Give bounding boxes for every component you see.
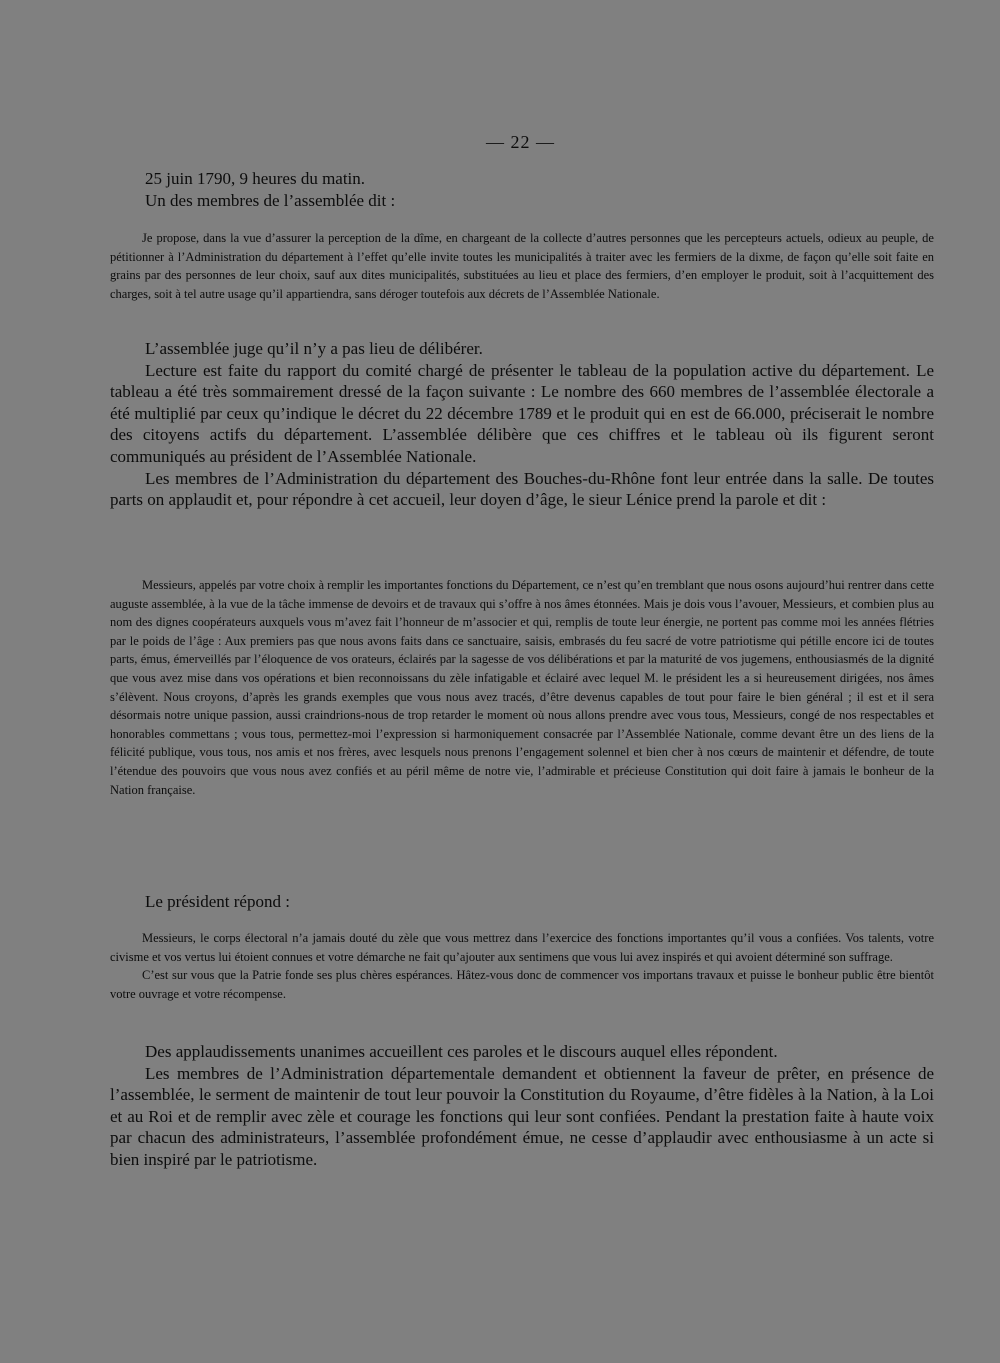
narrative-section (110, 338, 934, 511)
speech-quote (110, 576, 934, 799)
response-intro-block (110, 891, 934, 913)
speaker-intro: Un des membres de l’assemblée dit : (145, 191, 396, 210)
response-quote (110, 929, 934, 1003)
proposal-quote (110, 229, 934, 303)
applause-paragraph: Des applaudissements unanimes accueillent ces paroles et le discours auquel elles répondent. (145, 1042, 778, 1061)
date-line: 25 juin 1790, 9 heures du matin. (145, 169, 366, 188)
speech-text: Messieurs, appelés par votre choix à remplir les importantes fonctions du Département, ce n’est qu’en tremblant que nous osons aujourd’hui rentrer dans cette auguste assemblée, à la vue de la tâche immense de devoirs et de travaux qui s’offre à nos âmes étonnées. Mais je dois vous l’avouer, Messieurs, et combien plus au nom des dignes coopérateurs auxquels vous m’avez fait l’honneur de m’associer et qui, remplis de toute leur énergie, ne portent pas comme moi les années flétries par le poids de l’âge : Aux premiers pas que nous avons faits dans ce sanctuaire, saisis, embrasés du feu sacré de votre patriotisme qui pétille encore ici de toutes parts, émus, émerveillés par l’éloquence de vos orateurs, éclairés par la sagesse de vos délibérations et par la maturité de vos jugemens, enthousiasmés de la dignité que vous avez mise dans vos opérations et bien reconnoissans du zèle infatigable et éclairé avec lequel M. le président les a si heureusement dirigées, nos âmes s’élèvent. Nous croyons, d’après les grands exemples que vous nous avez tracés, d’être devenus capables de tout pour faire le bien général ; il est et il sera désormais notre unique passion, aussi craindrions-nous de trop retarder le moment où nous allons prendre avec vous tous, Messieurs, congé de nos respectables et honorables commettans ; vous tous, permettez-moi l’expression si harmoniquement consacrée par l’Assemblée Nationale, comme devant être un des liens de la félicité publique, vous tous, nos amis et nos frères, avec lesquels nous prenons l’engagement solennel et bien cher à nos cœurs de maintenir et défendre, de toute l’étendue des pouvoirs que vous nous avez confiés et au péril même de notre vie, l’admirable et précieuse Constitution qui doit faire à jamais le bonheur de la Nation française. (110, 578, 934, 797)
page-number: — 22 — (486, 132, 555, 152)
closing-section (110, 1041, 934, 1171)
session-header (110, 168, 934, 212)
response-paragraph-2: C’est sur vous que la Patrie fonde ses plus chères espérances. Hâtez-vous donc de commencer vos importans travaux et puisse le bonheur public être bientôt votre ouvrage et votre récompense. (110, 968, 934, 1001)
response-paragraph-1: Messieurs, le corps électoral n’a jamais douté du zèle que vous mettrez dans l’exercice des fonctions importantes qu’il vous a confiées. Vos talents, votre civisme et vos vertus lui étoient connues et votre démarche ne fait qu’ajouter aux sentimens que vous lui avez inspirés et qui avoient déterminé son suffrage. (110, 931, 934, 964)
response-intro: Le président répond : (145, 892, 290, 911)
oath-paragraph: Les membres de l’Administration départementale demandent et obtiennent la faveur de prêter, en présence de l’assemblée, le serment de maintenir de tout leur pouvoir la Constitution du Royaume, d’être fidèles à la Nation, à la Loi et au Roi et de remplir avec zèle et courage les fonctions qui leur sont confiées. Pendant la prestation faite à haute voix par chacun des administrateurs, l’assemblée profondément émue, ne cesse d’applaudir avec enthousiasme à un acte si bien inspiré par le patriotisme. (110, 1063, 934, 1169)
proposal-text: Je propose, dans la vue d’assurer la perception de la dîme, en chargeant de la collecte d’autres personnes que les percepteurs actuels, odieux au peuple, de pétitionner à l’Administration du département à l’effet qu’elle invite toutes les municipalités à traiter avec les fermiers de la dixme, de façon qu’elle soit faite en grains par des personnes de leur choix, sauf aux dites municipalités, substituées au lieu et place des fermiers, d’en employer le produit, soit à l’acquittement des charges, soit à tel autre usage qu’il appartiendra, sans déroger toutefois aux décrets de l’Assemblée Nationale. (110, 231, 934, 301)
administration-entry-paragraph: Les membres de l’Administration du département des Bouches-du-Rhône font leur entrée dans la salle. De toutes parts on applaudit et, pour répondre à cet accueil, leur doyen d’âge, le sieur Lénice prend la parole et dit : (110, 468, 934, 510)
deliberation-paragraph: L’assemblée juge qu’il n’y a pas lieu de délibérer. (145, 339, 483, 358)
population-report-paragraph: Lecture est faite du rapport du comité chargé de présenter le tableau de la population active du département. Le tableau a été très sommairement dressé de la façon suivante : Le nombre des 660 membres de l’assemblée électorale a été multiplié par ceux qu’indique le décret du 22 décembre 1789 et le produit qui en est de 66.000, préciserait le nombre des citoyens actifs du département. L’assemblée délibère que ces chiffres et le tableau où ils figurent seront communiqués au président de l’Assemblée Nationale. (110, 360, 934, 466)
